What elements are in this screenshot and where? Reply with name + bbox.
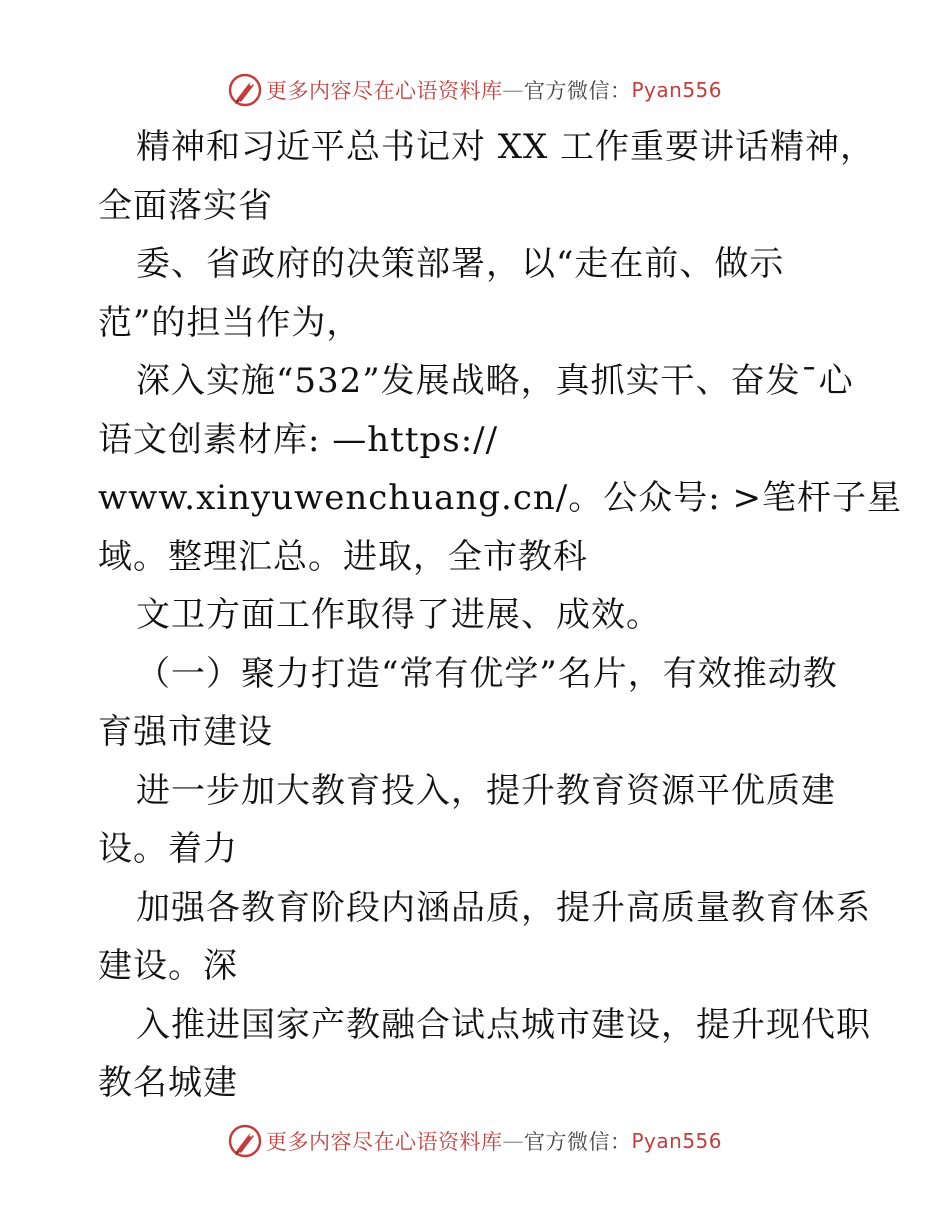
section-heading-line: 育强市建设: [98, 712, 273, 752]
watermark-main-text: 更多内容尽在心语资料库: [265, 79, 503, 103]
paragraph-line: 设。着力: [98, 829, 238, 869]
watermark-contact-id: Pyan556: [631, 78, 722, 102]
paragraph-line: www.xinyuwenchuang.cn/。公众号: >笔杆子星: [98, 478, 902, 518]
paragraph-line: 教名城建: [98, 1063, 238, 1103]
watermark-separator: —: [502, 1129, 524, 1153]
watermark-main-text: 更多内容尽在心语资料库: [265, 1130, 503, 1154]
paragraph-line: 入推进国家产教融合试点城市建设，提升现代职: [136, 1004, 871, 1045]
watermark-contact-label: 官方微信：: [523, 1130, 632, 1154]
paragraph-line: 范”的担当作为，: [98, 302, 362, 343]
watermark-contact-label: 官方微信：: [523, 79, 632, 103]
paragraph-line: 域。整理汇总。进取，全市教科: [98, 536, 588, 577]
fountain-pen-logo-icon: [228, 73, 262, 107]
watermark-separator: —: [502, 78, 524, 102]
section-heading-line: （一）聚力打造“常有优学”名片，有效推动教: [136, 653, 838, 694]
paragraph-line: 精神和习近平总书记对 XX 工作重要讲话精神，: [136, 127, 876, 167]
paragraph-line: 语文创素材库: —https://: [98, 419, 499, 460]
paragraph-line: 建设。深: [98, 946, 238, 986]
paragraph-line: 文卫方面工作取得了进展、成效。: [136, 595, 661, 635]
paragraph-line: 进一步加大教育投入，提升教育资源平优质建: [136, 770, 836, 811]
footer-watermark: [0, 1121, 950, 1161]
fountain-pen-logo-icon: [228, 1124, 262, 1158]
paragraph-line: 加强各教育阶段内涵品质，提升高质量教育体系: [136, 887, 871, 928]
paragraph-line: 委、省政府的决策部署，以“走在前、做示: [136, 244, 785, 284]
header-watermark: [0, 70, 950, 110]
paragraph-line: 深入实施“532”发展战略，真抓实干、奋发¯心: [136, 361, 854, 401]
watermark-contact-id: Pyan556: [631, 1129, 722, 1153]
document-body: [98, 118, 902, 1113]
paragraph-line: 全面落实省: [98, 185, 273, 226]
